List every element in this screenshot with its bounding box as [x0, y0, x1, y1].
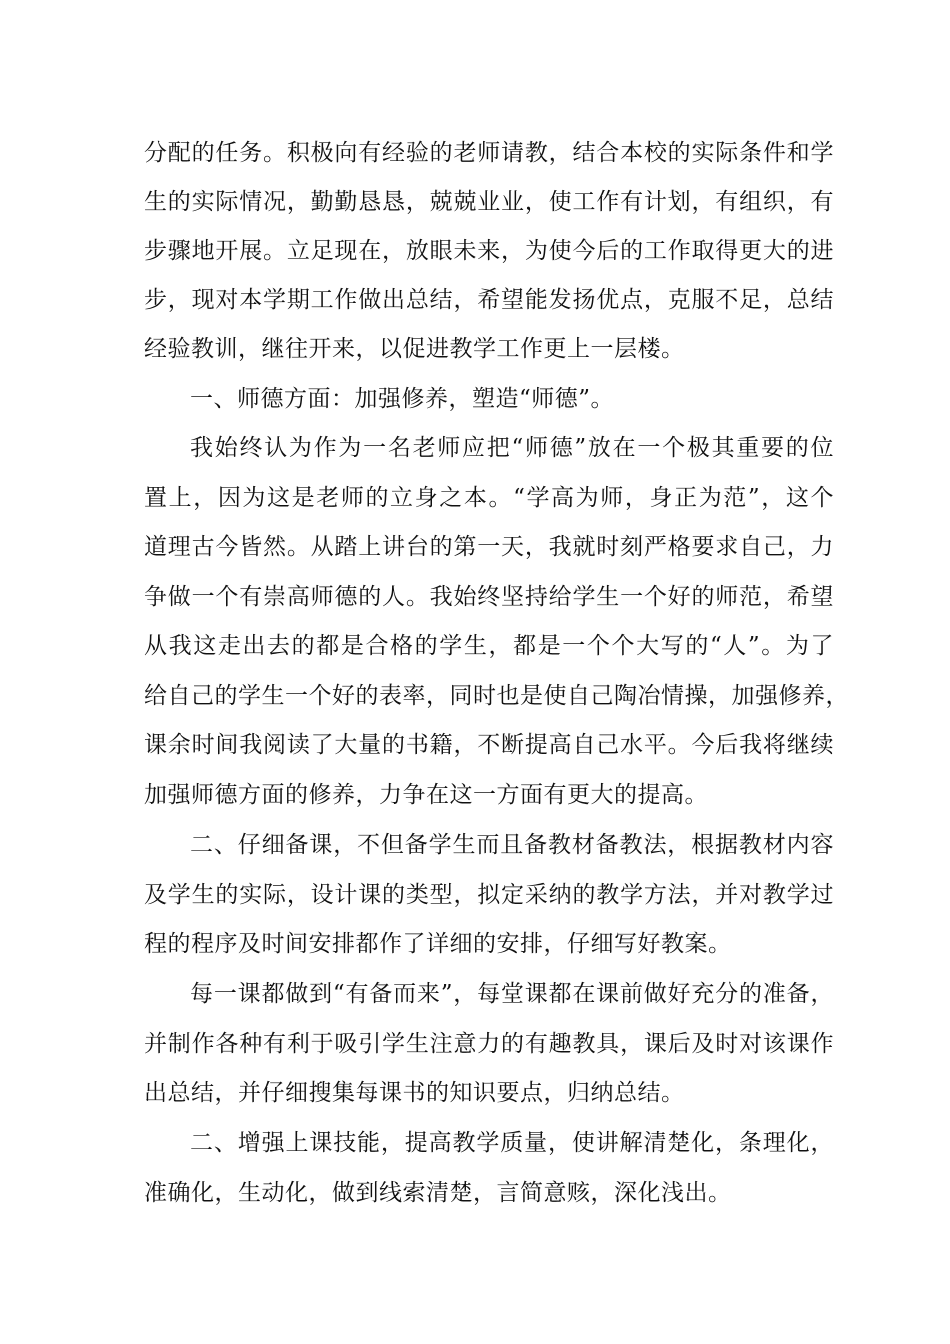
section-heading: 一、师德方面：加强修养，塑造“师德”。 [190, 386, 615, 412]
text-line: 生的实际情况，勤勤恳恳，兢兢业业，使工作有计划，有组织，有 [144, 189, 834, 215]
section-heading: 二、增强上课技能，提高教学质量，使讲解清楚化，条理化， [190, 1130, 834, 1156]
text-line: 置上，因为这是老师的立身之本。“学高为师，身正为范”，这个 [144, 485, 834, 511]
text-line: 课余时间我阅读了大量的书籍，不断提高自己水平。今后我将继续 [144, 732, 834, 758]
text-line: 步，现对本学期工作做出总结，希望能发扬优点，克服不足，总结 [144, 287, 834, 313]
text-line: 经验教训，继往开来，以促进教学工作更上一层楼。 [144, 336, 685, 362]
text-line: 并制作各种有利于吸引学生注意力的有趣教具，课后及时对该课作 [144, 1031, 834, 1057]
text-line: 从我这走出去的都是合格的学生，都是一个个大写的“人”。为了 [144, 633, 834, 659]
text-line: 步骤地开展。立足现在，放眼未来，为使今后的工作取得更大的进 [144, 238, 834, 264]
text-line: 准确化，生动化，做到线索清楚，言简意赅，深化浅出。 [144, 1180, 732, 1206]
text-line: 分配的任务。积极向有经验的老师请教，结合本校的实际条件和学 [144, 140, 834, 166]
text-line: 道理古今皆然。从踏上讲台的第一天，我就时刻严格要求自己，力 [144, 534, 834, 560]
text-line: 及学生的实际，设计课的类型，拟定采纳的教学方法，并对教学过 [144, 882, 834, 908]
text-line: 加强师德方面的修养，力争在这一方面有更大的提高。 [144, 782, 708, 808]
text-line: 我始终认为作为一名老师应把“师德”放在一个极其重要的位 [190, 435, 834, 461]
text-line: 每一课都做到“有备而来”，每堂课都在课前做好充分的准备， [190, 981, 834, 1007]
text-line: 出总结，并仔细搜集每课书的知识要点，归纳总结。 [144, 1080, 685, 1106]
text-line: 给自己的学生一个好的表率，同时也是使自己陶冶情操，加强修养， [144, 683, 849, 709]
text-line: 程的程序及时间安排都作了详细的安排，仔细写好教案。 [144, 931, 732, 957]
section-heading: 二、仔细备课，不但备学生而且备教材备教法，根据教材内容 [190, 832, 834, 858]
text-line: 争做一个有崇高师德的人。我始终坚持给学生一个好的师范，希望 [144, 584, 834, 610]
